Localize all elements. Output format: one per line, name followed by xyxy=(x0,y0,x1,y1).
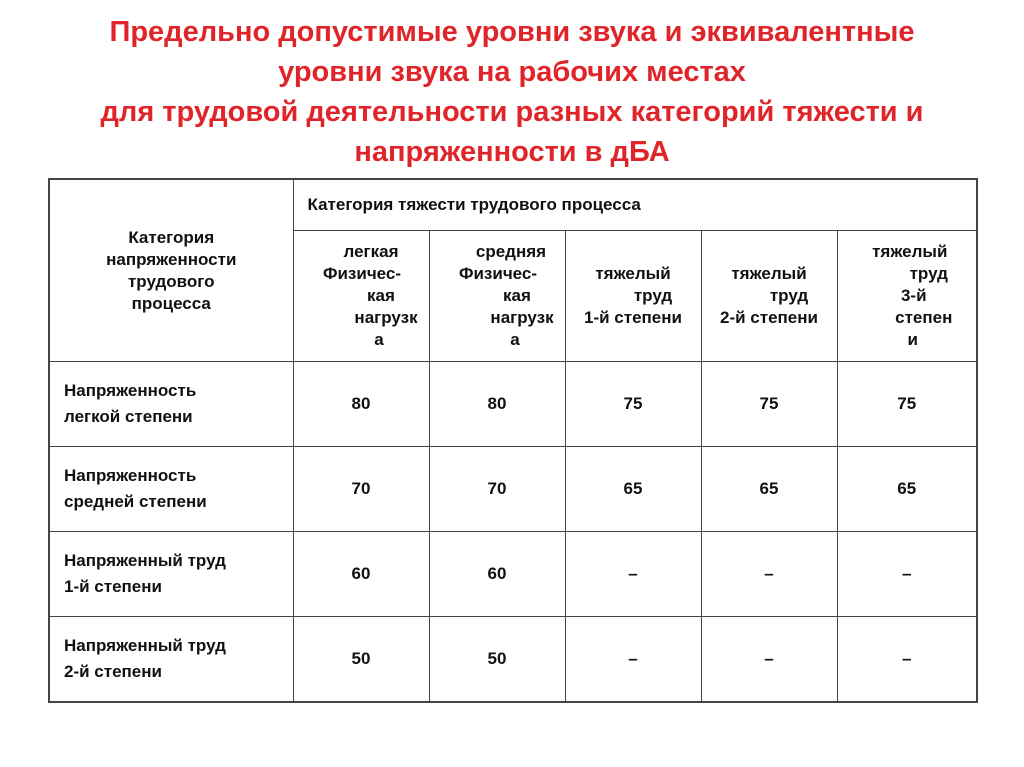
column-header-heavy-1 xyxy=(565,231,701,362)
title-line: Предельно допустимые уровни звука и эквивалентные xyxy=(109,16,915,48)
header-line: кая xyxy=(503,286,531,305)
row-label: Напряженность средней степени xyxy=(49,447,293,532)
header-line: 1-й степени xyxy=(584,308,682,327)
header-line: Физичес- xyxy=(322,264,402,283)
severity-category-header: Категория тяжести трудового процесса xyxy=(293,179,977,231)
value-cell: 70 xyxy=(429,447,565,532)
value-cell: – xyxy=(565,617,701,703)
header-line: тяжелый xyxy=(595,264,671,283)
row-label: Напряженный труд 1-й степени xyxy=(49,532,293,617)
header-line: кая xyxy=(367,286,395,305)
tension-category-header: Категория напряженности трудового процесса xyxy=(49,179,293,362)
header-line: труд xyxy=(769,286,809,305)
value-cell: 70 xyxy=(293,447,429,532)
value-cell: 65 xyxy=(701,447,837,532)
noise-levels-table xyxy=(48,178,978,703)
value-cell: – xyxy=(837,617,977,703)
value-cell: 60 xyxy=(429,532,565,617)
header-line: и xyxy=(907,330,918,349)
header-line: а xyxy=(374,330,384,349)
header-line: а xyxy=(510,330,520,349)
table-row xyxy=(49,617,977,703)
title-line: уровни звука на рабочих местах xyxy=(278,56,746,88)
header-line: средняя xyxy=(475,242,547,261)
value-cell: – xyxy=(837,532,977,617)
value-cell: 75 xyxy=(701,362,837,447)
column-header-heavy-2 xyxy=(701,231,837,362)
value-cell: 50 xyxy=(293,617,429,703)
table-row xyxy=(49,532,977,617)
value-cell: – xyxy=(701,617,837,703)
title-line: для трудовой деятельности разных категорий тяжести и xyxy=(100,96,924,128)
header-line: тяжелый xyxy=(872,242,948,261)
header-line: труд xyxy=(633,286,673,305)
value-cell: 50 xyxy=(429,617,565,703)
table-row xyxy=(49,447,977,532)
header-line: нагрузк xyxy=(490,308,554,327)
value-cell: 75 xyxy=(565,362,701,447)
column-header-light xyxy=(293,231,429,362)
header-line: легкая xyxy=(343,242,399,261)
value-cell: 65 xyxy=(837,447,977,532)
header-line: 2-й степени xyxy=(720,308,818,327)
column-header-medium xyxy=(429,231,565,362)
value-cell: 60 xyxy=(293,532,429,617)
header-line: 3-й xyxy=(900,286,927,305)
value-cell: 80 xyxy=(293,362,429,447)
header-line: труд xyxy=(909,264,948,283)
slide-title xyxy=(20,12,1004,172)
header-line: нагрузк xyxy=(354,308,418,327)
header-line: Физичес- xyxy=(458,264,538,283)
value-cell: 65 xyxy=(565,447,701,532)
value-cell: 80 xyxy=(429,362,565,447)
value-cell: – xyxy=(565,532,701,617)
value-cell: – xyxy=(701,532,837,617)
table-row xyxy=(49,362,977,447)
header-line: тяжелый xyxy=(731,264,807,283)
column-header-heavy-3 xyxy=(837,231,977,362)
value-cell: 75 xyxy=(837,362,977,447)
title-line: напряженности в дБА xyxy=(354,136,670,168)
header-line: степен xyxy=(895,308,953,327)
row-label: Напряженность легкой степени xyxy=(49,362,293,447)
row-label: Напряженный труд 2-й степени xyxy=(49,617,293,703)
